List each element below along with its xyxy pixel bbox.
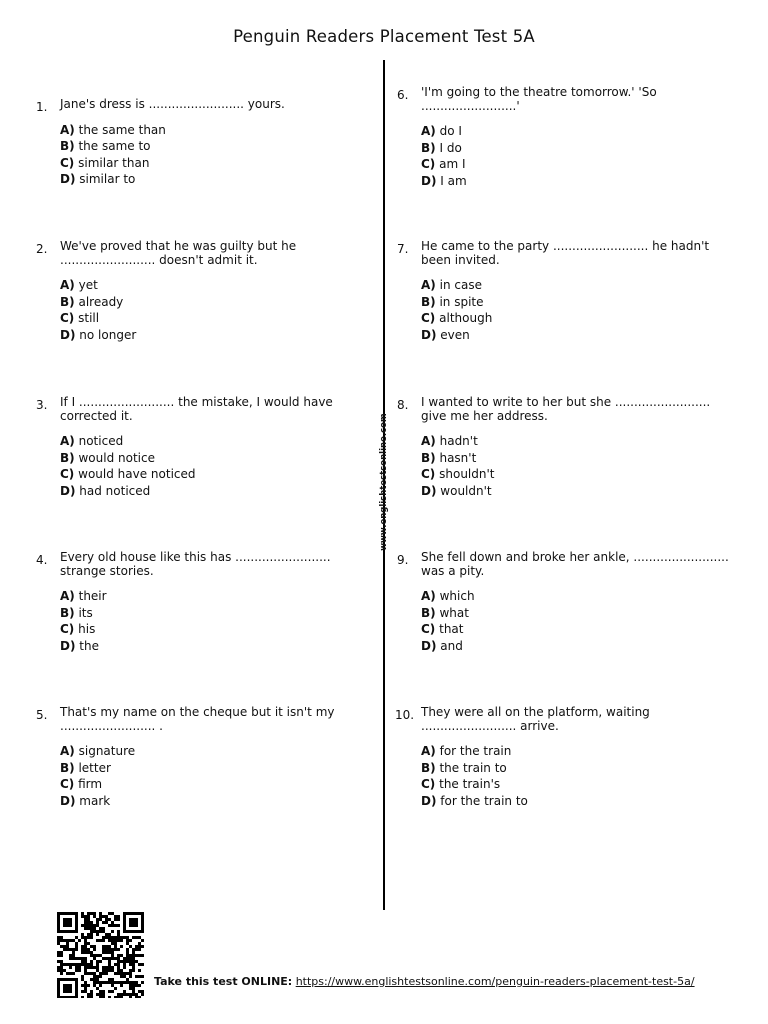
option-text: already: [78, 294, 124, 309]
question-text: 'I'm going to the theatre tomorrow.' 'So .........................': [421, 85, 657, 113]
option-letter: D): [421, 638, 437, 653]
answer-options: [60, 588, 378, 654]
question-7: [397, 239, 739, 343]
option-letter: D): [60, 483, 76, 498]
answer-options: [421, 743, 739, 809]
answer-option[interactable]: [421, 277, 739, 294]
answer-option[interactable]: [421, 433, 739, 450]
option-letter: C): [421, 622, 436, 637]
option-letter: B): [60, 760, 75, 775]
question-number: 6.: [397, 88, 409, 102]
answer-options: [60, 743, 378, 809]
qr-code[interactable]: [57, 912, 147, 1002]
question-number: 1.: [36, 100, 48, 114]
question-number: 2.: [36, 242, 48, 256]
answer-option[interactable]: [60, 760, 378, 777]
option-text: shouldn't: [439, 467, 495, 482]
option-letter: B): [60, 450, 75, 465]
question-text: We've proved that he was guilty but he ......................... doesn't admit it.: [60, 239, 297, 267]
option-letter: B): [421, 450, 436, 465]
footer-label: Take this test ONLINE:: [154, 975, 293, 988]
answer-option[interactable]: [60, 743, 378, 760]
answer-option[interactable]: [421, 140, 739, 157]
answer-option[interactable]: [60, 277, 378, 294]
question-number: 8.: [397, 398, 409, 412]
answer-option[interactable]: [421, 156, 739, 173]
question-number: 5.: [36, 708, 48, 722]
answer-option[interactable]: [60, 122, 378, 139]
question-6: [397, 85, 739, 189]
option-letter: C): [60, 311, 75, 326]
answer-option[interactable]: [60, 466, 378, 483]
question-text: They were all on the platform, waiting ......................... arrive.: [421, 705, 650, 733]
option-letter: A): [60, 122, 75, 137]
option-text: for the train: [439, 744, 512, 758]
answer-option[interactable]: [421, 483, 739, 500]
option-text: the train to: [439, 760, 507, 775]
question-number: 3.: [36, 398, 48, 412]
question-text: Jane's dress is ......................... yours.: [60, 97, 285, 111]
question-10: [395, 705, 739, 809]
option-text: I do: [439, 140, 462, 155]
page-title: Penguin Readers Placement Test 5A: [233, 27, 535, 46]
answer-option[interactable]: [421, 638, 739, 655]
answer-options: [60, 277, 378, 343]
option-text: noticed: [78, 434, 124, 448]
option-letter: A): [421, 744, 436, 758]
option-text: even: [440, 327, 470, 342]
answer-option[interactable]: [60, 793, 378, 810]
option-text: similar to: [79, 172, 136, 187]
option-text: the: [79, 638, 99, 653]
option-text: hadn't: [439, 434, 478, 448]
option-letter: B): [60, 294, 75, 309]
option-text: which: [439, 589, 475, 603]
option-letter: A): [421, 589, 436, 603]
option-text: had noticed: [79, 483, 151, 498]
option-text: for the train to: [440, 793, 528, 808]
answer-options: [60, 122, 378, 188]
question-number: 7.: [397, 242, 409, 256]
option-text: wouldn't: [440, 483, 492, 498]
option-text: the same than: [78, 122, 166, 137]
option-letter: A): [60, 278, 75, 292]
option-letter: B): [421, 294, 436, 309]
option-letter: A): [421, 278, 436, 292]
option-letter: B): [421, 140, 436, 155]
question-text: He came to the party ......................... he hadn't been invited.: [421, 239, 710, 267]
option-text: firm: [78, 777, 103, 792]
answer-options: [421, 277, 739, 343]
answer-options: [421, 433, 739, 499]
option-letter: D): [60, 327, 76, 342]
option-letter: D): [60, 638, 76, 653]
answer-option[interactable]: [60, 310, 378, 327]
question-number: 9.: [397, 553, 409, 567]
option-letter: D): [421, 327, 437, 342]
option-letter: B): [60, 139, 75, 154]
question-5: [36, 705, 378, 809]
answer-options: [60, 433, 378, 499]
option-text: mark: [79, 793, 111, 808]
option-text: what: [439, 605, 469, 620]
answer-option[interactable]: [421, 605, 739, 622]
answer-option[interactable]: [421, 173, 739, 190]
question-text: I wanted to write to her but she ......................... give me her address.: [421, 395, 711, 423]
option-text: I am: [440, 173, 467, 188]
option-text: in case: [439, 278, 482, 292]
answer-option[interactable]: [421, 760, 739, 777]
option-text: although: [439, 311, 493, 326]
option-text: yet: [78, 278, 98, 292]
option-text: hasn't: [439, 450, 477, 465]
option-letter: C): [421, 777, 436, 792]
answer-option[interactable]: [60, 171, 378, 188]
question-number: 4.: [36, 553, 48, 567]
answer-option[interactable]: [60, 621, 378, 638]
answer-options: [421, 123, 739, 189]
answer-option[interactable]: [421, 621, 739, 638]
answer-option[interactable]: [60, 588, 378, 605]
option-letter: A): [421, 434, 436, 448]
option-text: do I: [439, 124, 462, 138]
option-letter: C): [60, 155, 75, 170]
answer-option[interactable]: [421, 450, 739, 467]
option-letter: C): [60, 467, 75, 482]
option-letter: A): [60, 744, 75, 758]
answer-option[interactable]: [60, 776, 378, 793]
option-text: the train's: [439, 777, 501, 792]
option-text: signature: [78, 744, 136, 758]
option-letter: D): [421, 793, 437, 808]
option-text: and: [440, 638, 463, 653]
option-text: no longer: [79, 327, 137, 342]
question-4: [36, 550, 378, 654]
option-letter: B): [60, 605, 75, 620]
question-3: [36, 395, 378, 499]
answer-option[interactable]: [60, 138, 378, 155]
option-letter: A): [60, 589, 75, 603]
question-text: She fell down and broke her ankle, ......................... was a pity.: [421, 550, 729, 578]
footer: [154, 975, 695, 988]
question-text: Every old house like this has ......................... strange stories.: [60, 550, 331, 578]
question-9: [397, 550, 739, 654]
option-letter: B): [421, 605, 436, 620]
answer-option[interactable]: [60, 450, 378, 467]
vertical-site-text: www.englishtestsonline.com: [379, 413, 389, 551]
answer-option[interactable]: [60, 294, 378, 311]
option-letter: A): [60, 434, 75, 448]
footer-link[interactable]: https://www.englishtestsonline.com/penguin-readers-placement-test-5a/: [295, 975, 695, 988]
question-2: [36, 239, 378, 343]
question-text: If I ......................... the mistake, I would have corrected it.: [60, 395, 333, 423]
answer-option[interactable]: [421, 466, 739, 483]
option-letter: C): [421, 467, 436, 482]
option-text: would have noticed: [78, 467, 196, 482]
question-text: That's my name on the cheque but it isn't my ......................... .: [60, 705, 335, 733]
answer-option[interactable]: [421, 123, 739, 140]
option-letter: D): [421, 173, 437, 188]
option-text: that: [439, 622, 464, 637]
option-letter: D): [60, 793, 76, 808]
option-text: their: [78, 589, 107, 603]
option-text: still: [78, 311, 100, 326]
question-number: 10.: [395, 708, 415, 722]
answer-option[interactable]: [421, 793, 739, 810]
answer-option[interactable]: [421, 310, 739, 327]
answer-option[interactable]: [421, 294, 739, 311]
question-1: [36, 97, 378, 188]
option-letter: C): [60, 777, 75, 792]
option-text: his: [78, 622, 96, 637]
answer-option[interactable]: [60, 638, 378, 655]
answer-option[interactable]: [421, 588, 739, 605]
answer-option[interactable]: [60, 483, 378, 500]
option-text: its: [78, 605, 93, 620]
option-text: would notice: [78, 450, 155, 465]
option-letter: D): [421, 483, 437, 498]
option-text: am I: [439, 157, 466, 172]
answer-option[interactable]: [421, 327, 739, 344]
answer-option[interactable]: [60, 605, 378, 622]
answer-option[interactable]: [60, 327, 378, 344]
option-letter: D): [60, 172, 76, 187]
option-text: in spite: [439, 294, 484, 309]
answer-option[interactable]: [421, 776, 739, 793]
answer-option[interactable]: [60, 433, 378, 450]
option-text: letter: [78, 760, 111, 775]
answer-option[interactable]: [421, 743, 739, 760]
option-text: similar than: [78, 155, 150, 170]
question-8: [397, 395, 739, 499]
option-text: the same to: [78, 139, 151, 154]
option-letter: C): [421, 157, 436, 172]
option-letter: C): [60, 622, 75, 637]
answer-options: [421, 588, 739, 654]
option-letter: A): [421, 124, 436, 138]
option-letter: C): [421, 311, 436, 326]
option-letter: B): [421, 760, 436, 775]
answer-option[interactable]: [60, 155, 378, 172]
